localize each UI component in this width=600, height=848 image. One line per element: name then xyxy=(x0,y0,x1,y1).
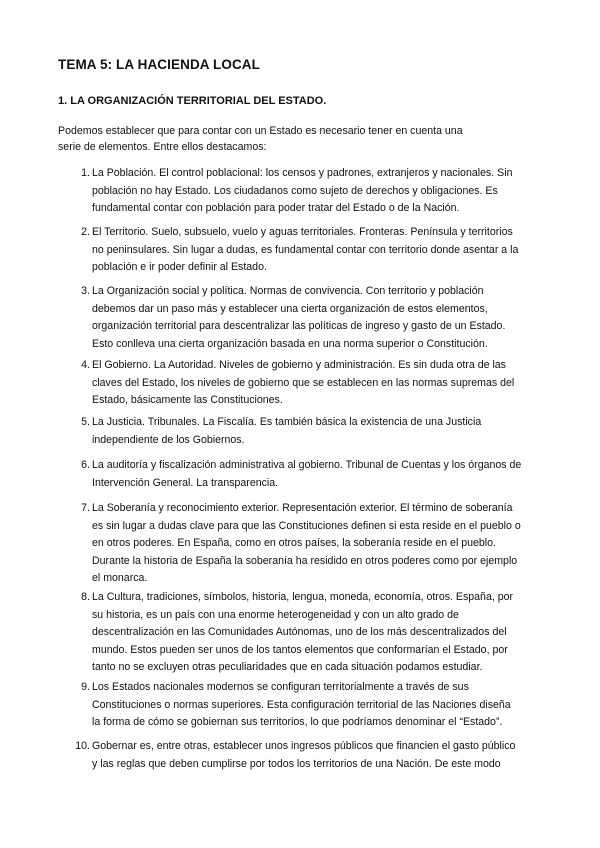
text-line: no peninsulares. Sin lugar a dudas, es fundamental contar con territorio donde asentar a la xyxy=(92,243,519,256)
list-item-text xyxy=(92,738,546,773)
text-line: tanto no se excluyen otras peculiaridades que en cada situación podamos estudiar. xyxy=(92,661,483,674)
section-heading: 1. LA ORGANIZACIÓN TERRITORIAL DEL ESTADO. xyxy=(58,95,327,107)
text-line: Constituciones o normas superiores. Esta configuración territorial de las Naciones diseña xyxy=(92,698,511,711)
list-item-number: 4. xyxy=(81,359,90,371)
list-item-number: 8. xyxy=(81,591,90,603)
document-title: TEMA 5: LA HACIENDA LOCAL xyxy=(58,57,260,72)
text-line: población e ir poder definir al Estado. xyxy=(92,261,267,274)
list-item-number: 5. xyxy=(81,416,90,428)
text-line: Intervención General. La transparencia. xyxy=(92,476,279,489)
text-line: la forma de cómo se gobiernan sus territorios, lo que podríamos denominar el “Estado”. xyxy=(92,716,503,729)
list-item-number: 1. xyxy=(81,167,90,179)
text-line: claves del Estado, los niveles de gobierno que se establecen en las normas supremas del xyxy=(92,376,515,389)
text-line: su historia, es un país con una enorme heterogeneidad y con un alto grado de xyxy=(92,608,459,621)
text-line: El Gobierno. La Autoridad. Niveles de gobierno y administración. Es sin duda otra de las xyxy=(92,359,506,371)
text-line: La Cultura, tradiciones, símbolos, historia, lengua, moneda, economía, otros. España, por xyxy=(92,591,514,603)
text-line: el monarca. xyxy=(92,572,148,585)
list-item-number: 6. xyxy=(81,459,90,471)
text-line: La Justicia. Tribunales. La Fiscalía. Es también básica la existencia de una Justicia xyxy=(92,416,482,428)
text-line: fundamental contar con población para poder tratar del Estado o de la Nación. xyxy=(92,202,460,215)
list-item-text xyxy=(92,165,546,218)
list-item-text xyxy=(92,679,546,732)
text-line: descentralización en las Comunidades Autónomas, uno de los más descentralizados del xyxy=(92,626,507,639)
list-item-number: 7. xyxy=(81,502,90,514)
text-line: independiente de los Gobiernos. xyxy=(92,433,245,446)
list-item-number: 10. xyxy=(75,740,90,752)
list-item-text xyxy=(92,589,546,677)
list-item-text xyxy=(92,357,546,410)
text-line: Durante la historia de España la soberanía ha residido en otros poderes como por ejemplo xyxy=(92,554,518,567)
intro-line: Podemos establecer que para contar con un Estado es necesario tener en cuenta una xyxy=(58,125,463,137)
text-line: y las reglas que deben cumplirse por todos los territorios de una Nación. De este modo xyxy=(92,757,501,770)
text-line: Estado, básicamente las Constituciones. xyxy=(92,394,283,407)
text-line: debemos dar un paso más y establecer una cierta organización de estos elementos, xyxy=(92,302,488,315)
list-item-text xyxy=(92,414,546,449)
text-line: La Organización social y política. Normas de convivencia. Con territorio y población xyxy=(92,285,484,297)
list-item-text xyxy=(92,224,546,277)
list-item-text xyxy=(92,457,546,492)
text-line: mundo. Estos pueden ser unos de los tantos elementos que conformarían el Estado, por xyxy=(92,643,508,656)
text-line: La auditoría y fiscalización administrativa al gobierno. Tribunal de Cuentas y los órganos de xyxy=(92,459,522,471)
text-line: La Soberanía y reconocimiento exterior. Representación exterior. El término de soberanía xyxy=(92,502,513,514)
text-line: La Población. El control poblacional: los censos y padrones, extranjeros y nacionales. Sin xyxy=(92,167,513,179)
list-item-text xyxy=(92,283,546,353)
text-line: Esto conlleva una cierta organización basada en una norma superior o Constitución. xyxy=(92,337,488,350)
text-line: población no hay Estado. Los ciudadanos como sujeto de derechos y obligaciones. Es xyxy=(92,184,498,197)
text-line: en otros poderes. En España, como en otros países, la soberanía reside en el pueblo. xyxy=(92,537,496,550)
list-item-number: 3. xyxy=(81,285,90,297)
text-line: Los Estados nacionales modernos se configuran territorialmente a través de sus xyxy=(92,681,469,693)
text-line: Gobernar es, entre otras, establecer unos ingresos públicos que financien el gasto público xyxy=(92,740,516,752)
text-line: es sin lugar a dudas clave para que las Constituciones definen si esta reside en el pueblo o xyxy=(92,519,521,532)
text-line: El Territorio. Suelo, subsuelo, vuelo y aguas territoriales. Fronteras. Península y territorios xyxy=(92,226,513,238)
intro-paragraph xyxy=(58,124,498,156)
intro-line: serie de elementos. Entre ellos destacamos: xyxy=(58,140,267,153)
list-item-number: 9. xyxy=(81,681,90,693)
list-item-number: 2. xyxy=(81,226,90,238)
list-item-text xyxy=(92,500,546,588)
text-line: organización territorial para descentralizar las políticas de ingreso y gasto de un Estado. xyxy=(92,320,506,333)
